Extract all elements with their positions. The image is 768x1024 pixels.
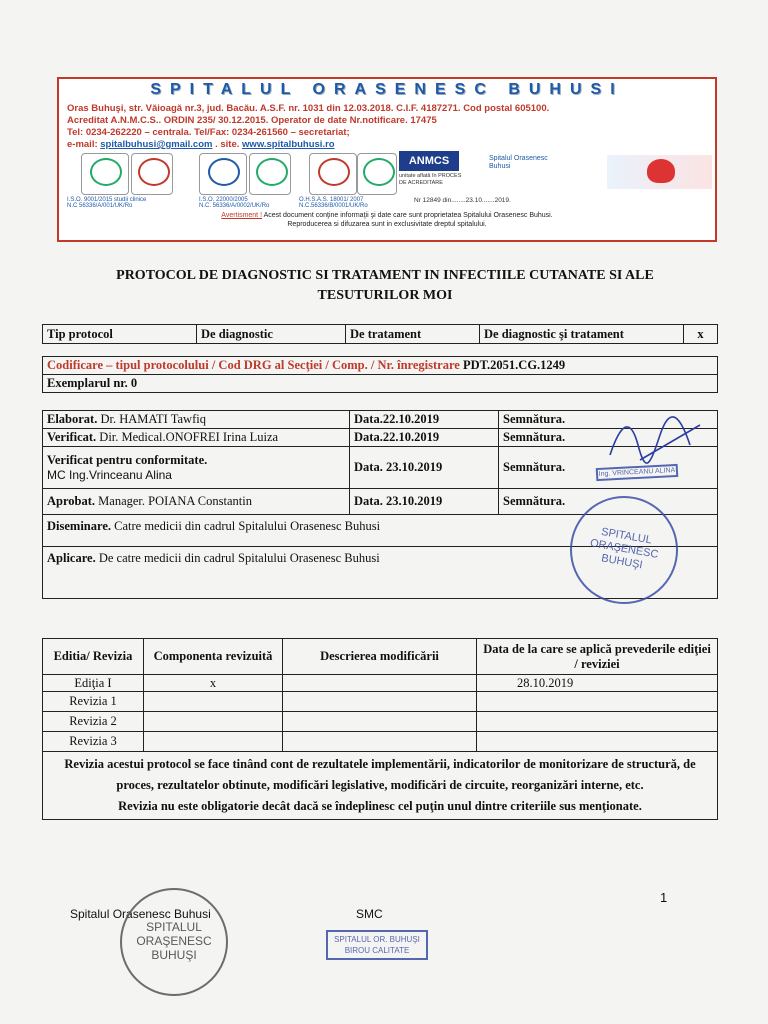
warning-notice [67,211,707,229]
approval-signature: Semnătura. [499,447,718,489]
revision-header-row [43,639,718,675]
protocol-type-table [42,324,718,344]
approval-cell: Verificat. Dir. Medical.ONOFREI Irina Luiza [43,429,350,447]
code-table [42,356,718,393]
footer-smc-label: SMC [356,907,383,921]
application-cell: Aplicare. De catre medicii din cadrul Spitalului Orasenesc Buhusi [43,547,718,599]
cert-label-1: I.S.O. 9001/2015 studii clinice N.C 56336/A/001/UK/Ro [67,197,147,209]
type-option-treatment: De tratament [346,325,480,344]
approval-cell: Aprobat. Manager. POIANA Constantin [43,489,350,515]
approval-date: Data.22.10.2019 [350,429,499,447]
approval-signature: Semnătura. [499,411,718,429]
type-option-diagnostic: De diagnostic [197,325,346,344]
address-line: Oras Buhuşi, str. Văioagă nr.3, jud. Bacău. A.S.F. nr. 1031 din 12.03.2018. C.I.F. 4187271. Cod postal 605100. [67,103,550,114]
cert-label-2: I.S.O. 22000/2005 N.C. 56336/A/0002/UK/Ro [199,197,270,209]
table-row: Revizia 2 [43,712,718,732]
approval-date: Data.22.10.2019 [350,411,499,429]
warning-label: Avertisment ! [221,212,263,219]
accreditation-line: Acreditat A.N.M.C.S.. ORDIN 235/ 30.12.2015. Operator de date Nr.notificare. 17475 [67,115,437,126]
table-row: Revizia 3 [43,732,718,752]
anmcs-logo: ANMCS [399,151,459,171]
page-number: 1 [660,890,668,905]
code-value: PDT.2051.CG.1249 [462,358,566,372]
footer-hospital-name: Spitalul Orasenesc Buhusi [70,907,211,921]
registration-number: Nr 12849 din........23.10.......2019. [414,197,511,204]
site-link[interactable]: www.spitalbuhusi.ro [242,139,335,150]
email-label: e-mail: [67,139,98,150]
header-description: Descrierea modificării [283,639,477,675]
approval-date: Data. 23.10.2019 [350,489,499,515]
approval-signature: Semnătura. [499,429,718,447]
hospital-round-stamp: SPITALUL ORAŞENESC BUHUŞI [561,487,686,612]
footer-quality-stamp: SPITALUL OR. BUHUŞI BIROU CALITATE [326,930,428,960]
approval-cell: Verificat pentru conformitate. MC Ing.Vrinceanu Alina [43,447,350,489]
revision-note: Revizia acestui protocol se face tinând cont de rezultatele implementării, indicatorilor de monitorizare de structură, de proces, rezultatelor obtinute, modificări legislative, modificări de circuite, reorganizări interne, etc. Revizia nu este obligatorie decât dacă se îndeplinesc cel puţin unul dintre criteriile sus menţionate. [43,752,718,820]
hospital-logo: Spitalul Orasenesc Buhusi [489,155,548,170]
warning-text-2: Reproducerea si difuzarea sunt in exclusivitate dreptul spitalului. [287,221,487,228]
table-row: Ediţia I x 28.10.2019 [43,675,718,692]
cert-label-3: O.H.S.A.S. 18001/ 2007 N.C.56336/B/0001/UK/Ro [299,197,368,209]
code-row [43,357,718,375]
email-link[interactable]: spitalbuhusi@gmail.com [100,139,213,150]
approval-date: Data. 23.10.2019 [350,447,499,489]
code-label: Codificare – tipul protocolului / Cod DRG al Secţiei / Comp. / Nr. înregistrare [47,358,460,372]
contact-line [67,139,335,150]
copy-number: Exemplarul nr. 0 [43,375,718,393]
type-option-both: De diagnostic şi tratament [480,325,684,344]
cert-badge-uras-3 [357,153,397,195]
letterhead [57,77,717,242]
dissemination-cell: Diseminare. Catre medicii din cadrul Spitalului Orasenesc Buhusi [43,515,718,547]
table-row: Revizia 1 [43,692,718,712]
approval-cell: Elaborat. Dr. HAMATI Tawfiq [43,411,350,429]
quality-stamp: Ing. VRINCEANU ALINA [596,464,679,481]
type-mark: x [684,325,718,344]
document-title: PROTOCOL DE DIAGNOSTIC SI TRATAMENT IN INFECTIILE CUTANATE SI ALE TESUTURILOR MOI [116,268,654,303]
header-edition: Editia/ Revizia [43,639,144,675]
anmcs-subtitle: unitate aflată în PROCES DE ACREDITARE [399,173,462,186]
header-effective-date: Data de la care se aplică prevederile ediţiei / reviziei [477,639,718,675]
header-component: Componenta revizuită [144,639,283,675]
site-label: . site. [215,139,240,150]
cert-badge-ohsas [309,153,357,195]
phone-line: Tel: 0234-262220 – centrala. Tel/Fax: 0234-261560 – secretariat; [67,127,350,138]
cert-badge-iso22000 [199,153,247,195]
cert-badge-iso9001 [81,153,129,195]
type-label: Tip protocol [43,325,197,344]
footer-round-stamp: SPITALUL ORAŞENESC BUHUŞI [120,888,228,996]
revision-note-row [43,752,718,820]
revision-table [42,638,718,820]
approval-signature: Semnătura. [499,489,718,515]
hospital-title: SPITALUL ORASENESC BUHUSI [150,81,624,98]
cert-badge-uras [131,153,173,195]
warning-text: Acest document conţine informaţii şi date care sunt proprietatea Spitalului Orasenesc Buhusi. [263,212,553,219]
heart-logo-icon [607,155,712,189]
cert-badge-uras-2 [249,153,291,195]
